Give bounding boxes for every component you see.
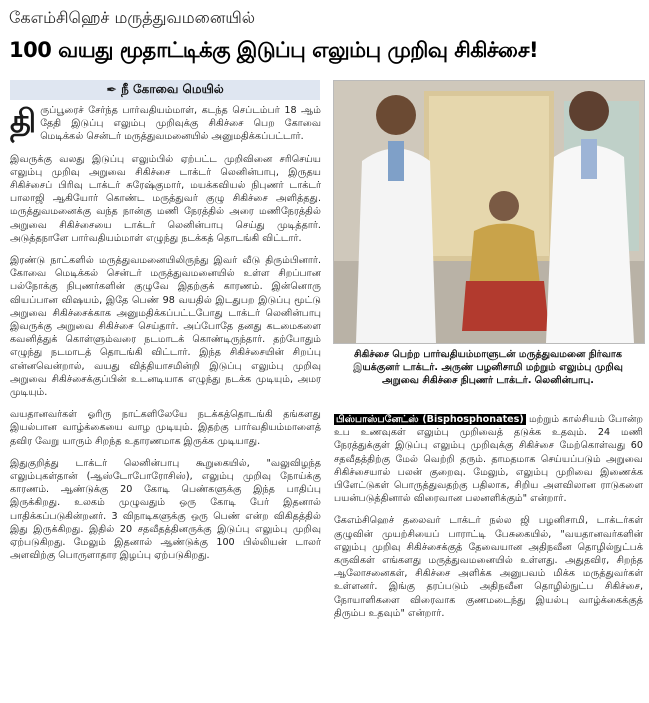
byline-bar xyxy=(10,80,320,100)
photo-illustration xyxy=(334,81,644,343)
paragraph-4: வயதானவர்கள் ஓரிரு நாட்களிலேயே நடக்கத்தொடங்கி தங்களது இயல்பான வாழ்க்கையை வாழ முடியும். இதற்கு பார்வதியம்மாளைத் தவிர வேறு யாரும் சிறந்த உதாரணமாக இருக்க முடியாது. xyxy=(10,409,321,447)
article-headline: 100 வயது மூதாட்டிக்கு இடுப்பு எலும்பு முறிவு சிகிச்சை! xyxy=(9,38,539,62)
right-paragraph-2: கேஎம்சிஹெச் தலைவர் டாக்டர் நல்ல ஜி பழனிசாமி, டாக்டர்கள் குழுவின் முயற்சியைப் பாராட்டி பேசுகையில், "வயதானவர்களின் எலும்பு முறிவு சிகிச்சைக்குத் தேவையான அதிநவீன தொழில்நுட்பக் கருவிகள் எங்களது மருத்துவமனையில் உள்ளது. அதுதவிர, சிறந்த ஆலோசனைகள், சிகிச்சை அளிக்க அனுபவம் மிக்க மருத்துவர்கள் உள்ளனர். இங்கு தரப்படும் அதிநவீன தொழில்நுட்ப சிகிச்சை, நோயாளிகளை விரைவாக குணமடைந்து இயல்பு வாழ்க்கைக்குத் திரும்ப உதவும்" என்றார். xyxy=(334,515,643,619)
article-body-right xyxy=(334,413,643,629)
pen-icon: ✒ xyxy=(106,82,118,98)
right-paragraph-1-text: மற்றும் கால்சியம் போன்ற உப உணவுகள் எலும்பு முறிவைத் தடுக்க உதவும். 24 மணி நேரத்துக்குள் இடுப்பு எலும்பு முறிவுக்கு சிகிச்சை மேற்கொள்வது 60 சதவீதத்திற்கு மேல் வெற்றி தரும். தாமதமாக செய்யப்படும் அறுவை சிகிச்சையால் பலன் குறைவு. மேலும், எலும்பு முறிவை இணைக்க பிளேட்டுகள் பொருத்துவதற்கு பதிலாக, சிறிய அளவிலான ராடுகளை பயன்படுத்தினால் விரைவான பலனளிக்கும்" என்றார். xyxy=(334,414,643,505)
paragraph-1 xyxy=(10,104,321,144)
article-kicker: கேஎம்சிஹெச் மருத்துவமனையில் xyxy=(9,8,256,27)
paragraph-1-text: ருப்பூரைச் சேர்ந்த பார்வதியம்மாள், கடந்த செப்டம்பர் 18 ஆம் தேதி இடுப்பு எலும்பு முறிவுக்கு சிகிச்சை பெற கோவை மெடிக்கல் சென்டர் மருத்துவமனையில் அனுமதிக்கப்பட்டார். xyxy=(40,105,321,143)
paragraph-5: இதுகுறித்து டாக்டர் லெனின்பாபு கூறுகையில், "வலுவிழந்த எலும்புகள்தான் (ஆஸ்டோபோரோசிஸ்), எலும்பு முறிவு நோய்க்கு காரணம். ஆண்டுக்கு 20 கோடி பெண்களுக்கு இந்த பாதிப்பு இருக்கிறது. உலகம் முழுவதும் ஒரு கோடி பேர் இதனால் பாதிக்கப்படுகின்றனர். 3 விநாடிகளுக்கு ஒரு பெண் என்ற விகிதத்தில் இது இருக்கிறது. இதில் 20 சதவீதத்தினருக்கு இடுப்பு எலும்பு முறிவு ஏற்படுகிறது. மேலும் இதனால் ஆண்டுக்கு 100 பில்லியன் டாலர் அளவிற்கு பொருளாதார இழப்பு ஏற்படுகிறது. xyxy=(10,457,321,562)
drop-cap: தி xyxy=(10,102,37,140)
byline-text: நீ கோவை மெயில் xyxy=(121,82,224,96)
right-paragraph-1 xyxy=(334,413,643,505)
paragraph-3: இரண்டு நாட்களில் மருத்துவமனையிலிருந்து இவர் வீடு திரும்பினார். கோவை மெடிக்கல் சென்டர் மருத்துவமனையில் உள்ள சிறப்பான பல்நோக்கு நிபுணர்களின் குழுவே இதற்குக் காரணம். இன்னொரு வியப்பான விஷயம், இதே பெண் 98 வயதில் இடதுபற இடுப்பு மூட்டு அறுவை சிகிச்சைக்காக அனுமதிக்கப்பட்டபோது டாக்டர் லெனின்பாபு இவருக்கு அறுவை சிகிச்சை செய்தார். அப்போதே தனது கடமைகளை கவனித்துக் கொள்ளும்வரை நடமாடக் கொண்டிருந்தார். தற்போதும் எழுந்து நடமாடத் தொடங்கி விட்டார். இந்த சிகிச்சையின் சிறப்பு என்னவென்றால், வயது வித்தியாசமின்றி இடுப்பு எலும்பு முறிவு அறுவை சிகிச்சைக்குப்பின் உடனடியாக எழுந்து நடக்க முடியும், அமர முடியும். xyxy=(10,255,321,399)
article-body-left xyxy=(10,104,321,572)
photo-caption: சிகிச்சை பெற்ற பார்வதியம்மாளுடன் மருத்துவமனை நிர்வாக இயக்குனர் டாக்டர். அருண் பழனிசாமி மற்றும் எலும்பு முறிவு அறுவை சிகிச்சை நிபுணர் டாக்டர். லெனின்பாபு. xyxy=(353,349,623,386)
paragraph-2: இவருக்கு வலது இடுப்பு எலும்பில் ஏற்பட்ட முறிவினை சரிசெய்ய எலும்பு முறிவு அறுவை சிகிச்சை டாக்டர் லெனின்பாபு, இருதய சிகிச்சைப் பிரிவு டாக்டர் சுரேஷ்குமார், மயக்கவியல் நிபுணர் டாக்டர் பாலாஜி ஆகியோர் கொண்ட மருத்துவர் குழு சிகிச்சை அளித்தது. மருத்துவமனைக்கு வந்த நான்கு மணி நேரத்தில் அரை மணிநேரத்தில் அறுவை சிகிச்சையை டாக்டர் லெனின்பாபு செய்து முடித்தார். அடுத்தநாளே பார்வதியம்மாள் எழுந்து நடக்கத் தொடங்கி விட்டார். xyxy=(10,153,321,244)
article-photo xyxy=(333,80,645,344)
highlight-term: பிஸ்பாஸ்பனேட்ஸ் (Bisphosphonates) xyxy=(336,414,524,425)
